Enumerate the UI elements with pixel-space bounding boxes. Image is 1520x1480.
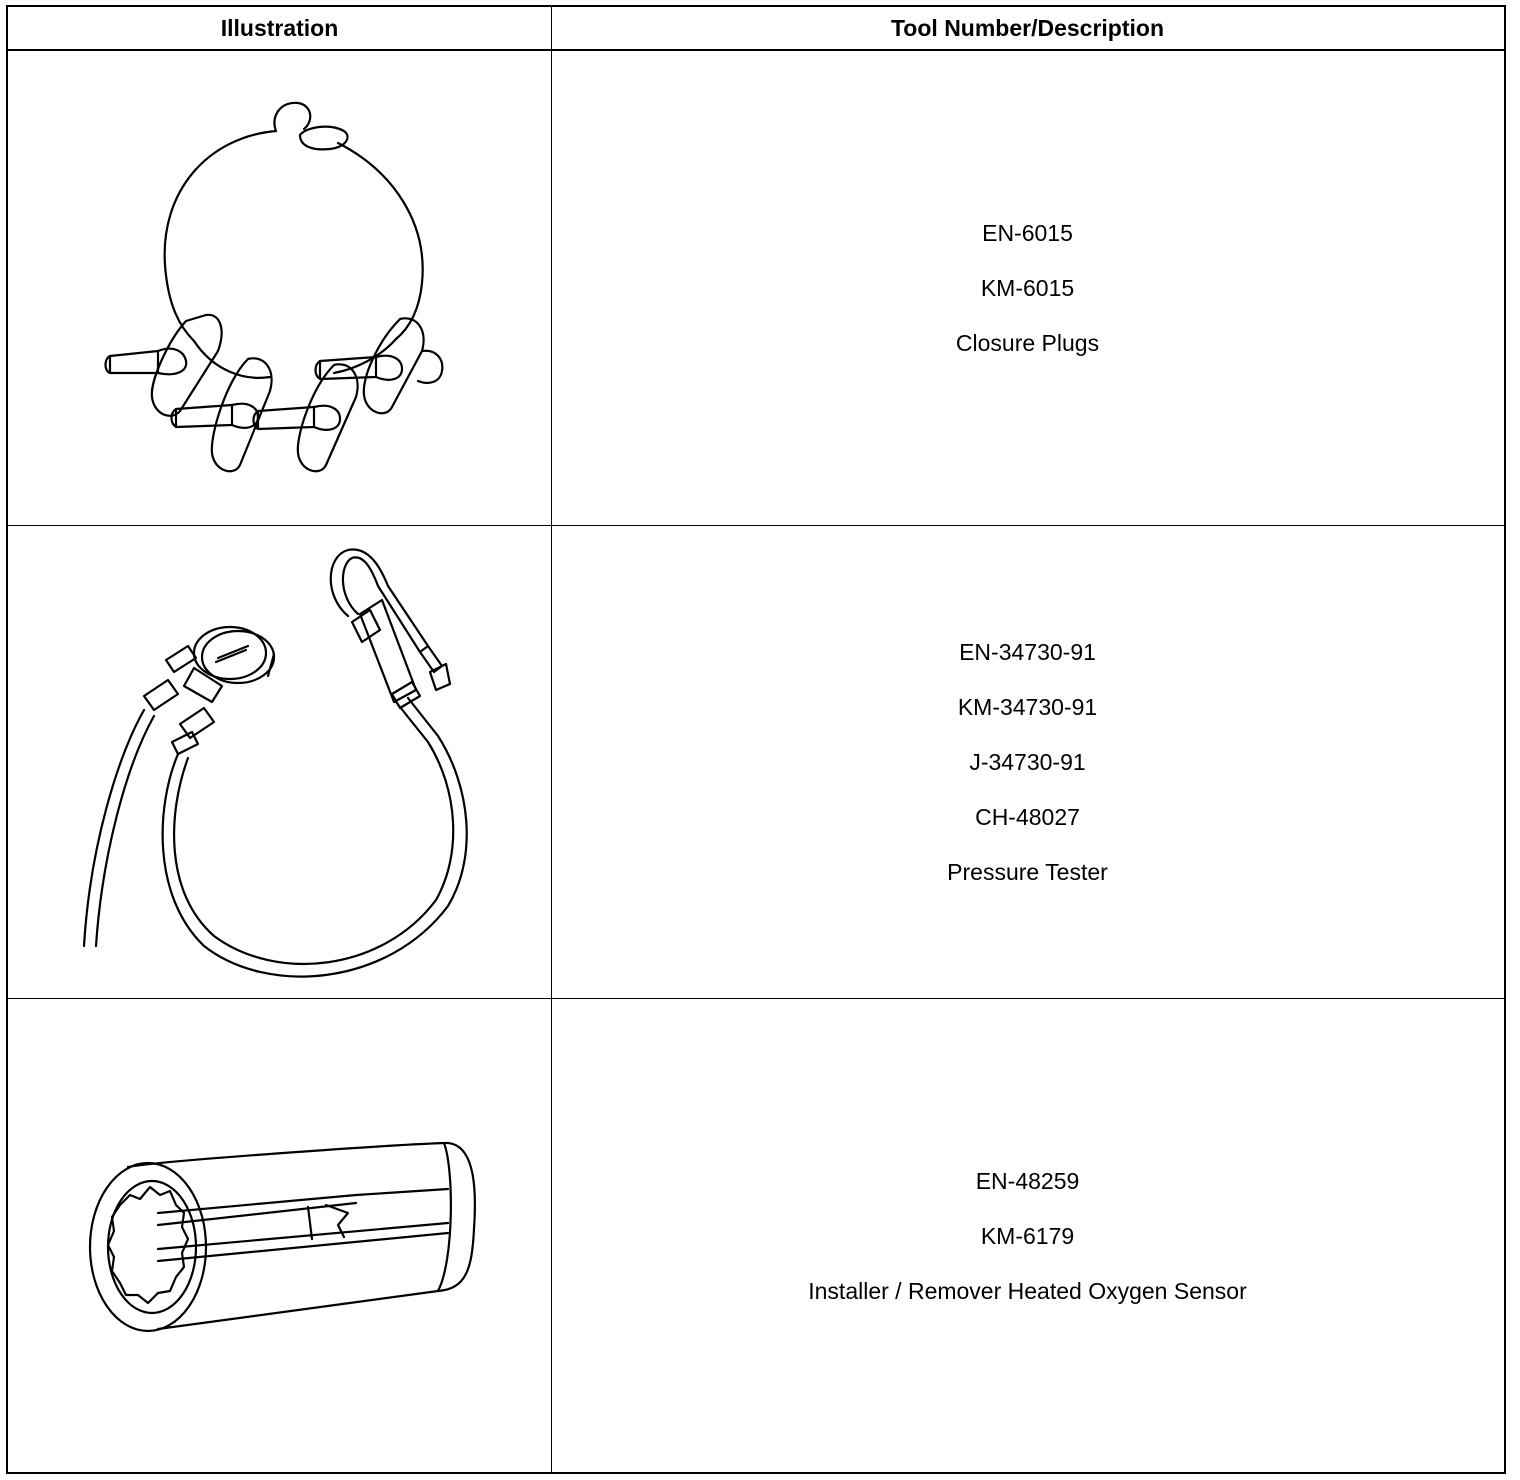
tool-number: EN-34730-91: [959, 638, 1096, 665]
tool-number: KM-34730-91: [957, 693, 1098, 720]
special-tools-table: [6, 5, 1506, 1474]
tool-number: KM-6015: [980, 274, 1075, 301]
table-row: [8, 999, 1504, 1474]
pressure-tester-illustration: [8, 526, 551, 998]
tool-number: CH-48027: [975, 803, 1080, 830]
tool-name: Installer / Remover Heated Oxygen Sensor: [808, 1278, 1247, 1304]
tool-number: EN-48259: [975, 1168, 1080, 1194]
tool-number: KM-6179: [980, 1223, 1075, 1249]
tool-description: [551, 51, 1504, 525]
tool-name: Pressure Tester: [947, 858, 1108, 885]
tool-description: [551, 526, 1504, 998]
column-divider: [551, 7, 552, 1472]
closure-plugs-illustration: [8, 51, 551, 525]
tool-name: Closure Plugs: [955, 329, 1100, 356]
table-row: [8, 526, 1504, 998]
header-tool-number: Tool Number/Description: [890, 15, 1165, 41]
header-illustration: Illustration: [220, 15, 339, 41]
tool-number: EN-6015: [982, 219, 1073, 246]
oxygen-sensor-socket-illustration: [8, 999, 551, 1474]
tool-description: [551, 999, 1504, 1474]
tool-number: J-34730-91: [969, 748, 1086, 775]
table-row: [8, 51, 1504, 525]
